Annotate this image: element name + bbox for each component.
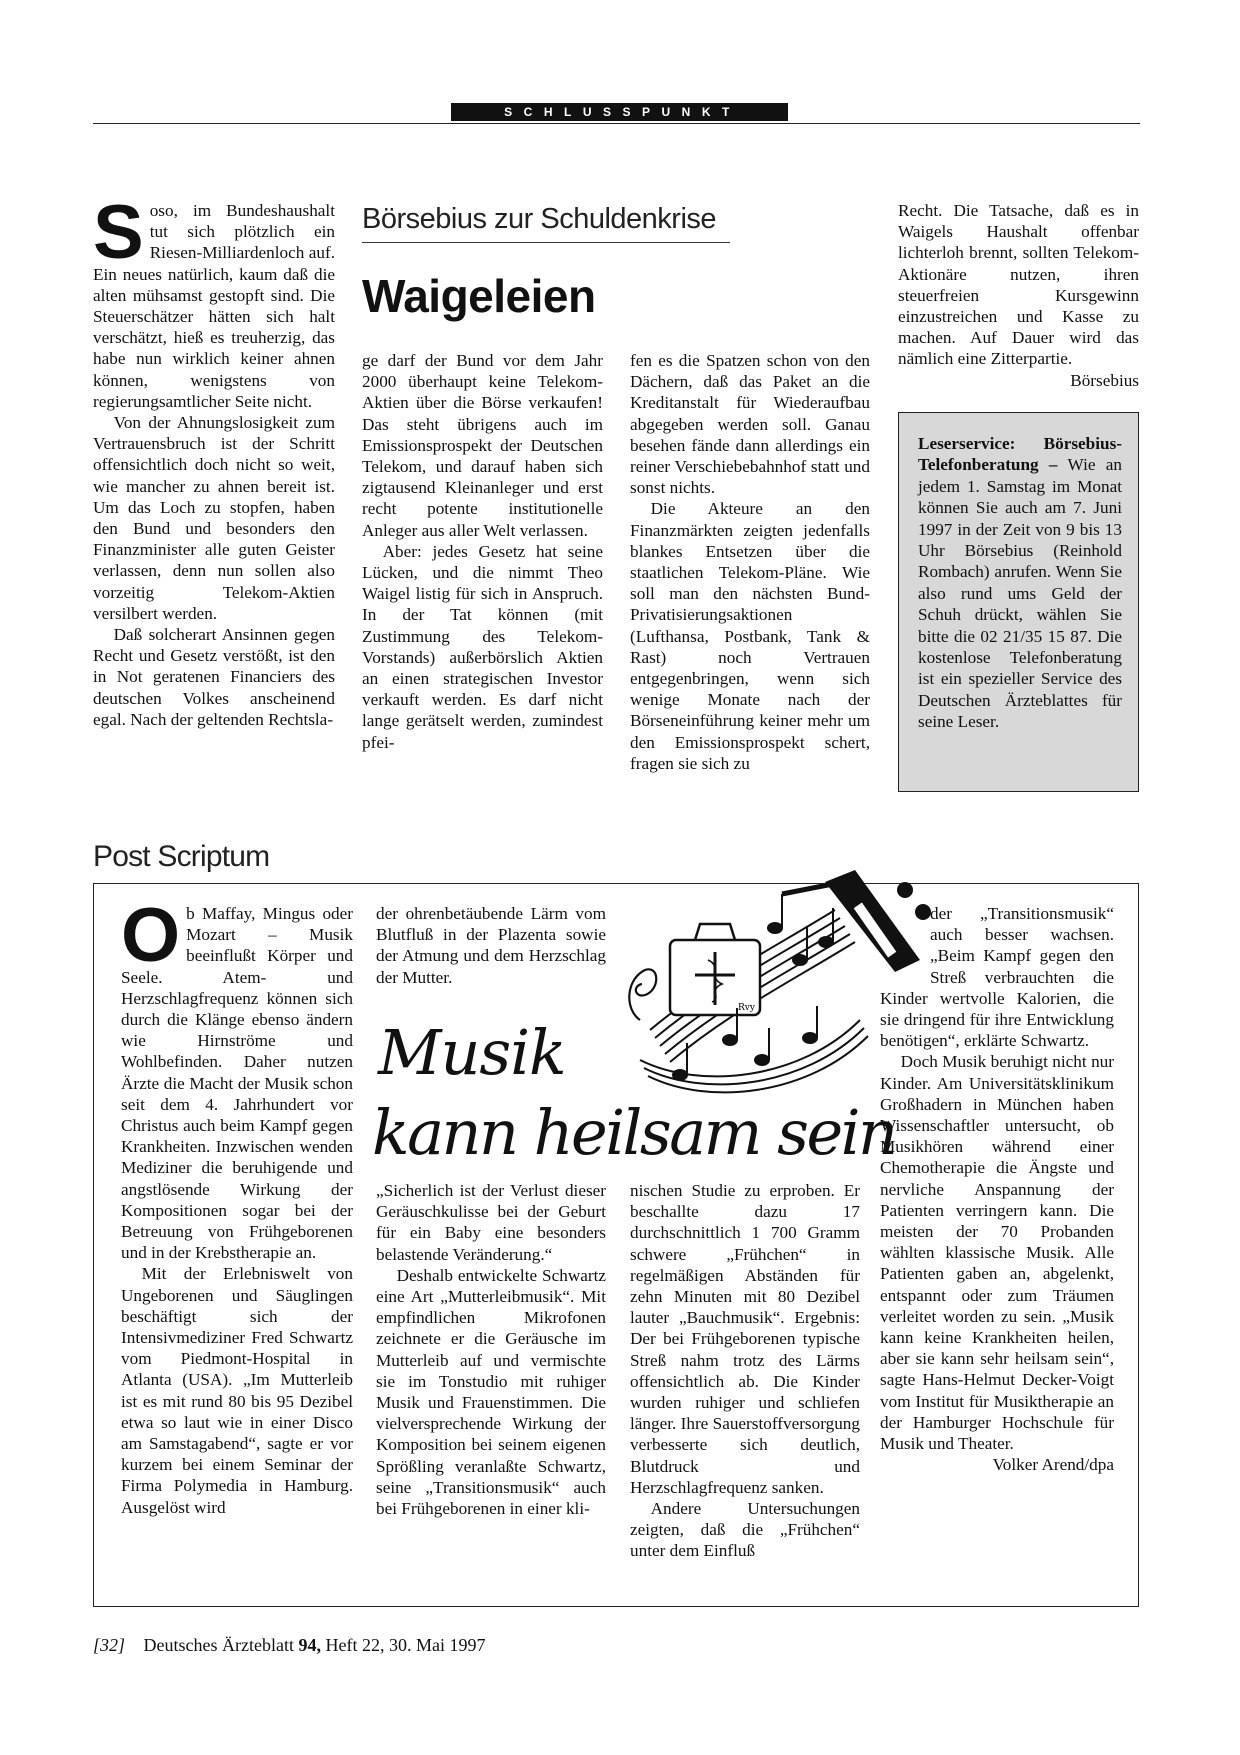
paragraph: oso, im Bundeshaushalt tut sich plötzlich ein Riesen-Milliardenloch auf. Ein neues natürlich, kaum daß die alten mühsamst gestopft sind. Die Steuerschätzer hätten sich halt verschätzt, hieß es treuherzig, das habe nun wirklich keiner ahnen können, wenigstens von regierungsamtlicher Seite nicht. [93, 201, 335, 411]
paragraph: Doch Musik beruhigt nicht nur Kinder. Am Universitätsklinikum Großhadern in München haben Wissenschaftler untersucht, ob Musikhören während einer Chemotherapie die Ängste und nervliche Anspannung der Patienten verringern kann. Die meisten der 70 Probanden wählten klassische Musik. Alle Patienten gaben an, abgelenkt, entspannt oder zum Träumen verleitet worden zu sein. „Musik kann keine Krankheiten heilen, aber sie kann sehr heilsam sein“, sagte Hans-Helmut Decker-Voigt vom Institut für Musiktherapie an der Hamburger Hochschule für Musik und Theater. [880, 1052, 1114, 1454]
article2-headline-line-1: Musik [378, 1016, 566, 1089]
signature-row [898, 370, 1139, 391]
paragraph: b Maffay, Mingus oder Mozart – Musik beeinflußt Körper und Seele. Atem- und Herzschlagfrequenz können sich durch die Klänge ebenso ändern wie Hirnströme und Wohlbefinden. Daher nutzen Ärzte die Macht der Musik schon seit dem 4. Jahrhundert vor Christus auch beim Kampf gegen Krankheiten. Inzwischen wenden Mediziner die beruhigende und angstlösende Wirkung der Kompositionen sogar bei der Betreuung von Frühgeborenen und in der Krebstherapie an. [121, 904, 353, 1263]
paragraph: ge darf der Bund vor dem Jahr 2000 überhaupt keine Telekom-Aktien über die Börse verkaufen! Das steht übrigens auch im Emissionsprospekt der Deutschen Telekom, und darauf haben sich zigtausend Kleinanleger und erst recht potente institutionelle Anleger aus aller Welt verlassen. [362, 351, 603, 540]
paragraph: Recht. Die Tatsache, daß es in Waigels Haushalt offenbar lichterloh brennt, sollten Telekom-Aktionäre nutzen, ihren steuerfreien Kursgewinn einzustreichen und Kasse zu machen. Auf Dauer wird das nämlich eine Zitterpartie. [898, 201, 1139, 369]
author-signature: Börsebius [1070, 370, 1139, 390]
medical-bag-icon [670, 924, 760, 1015]
post-scriptum-title: Post Scriptum [93, 840, 270, 873]
paragraph: fen es die Spatzen schon von den Dächern, daß das Paket an die Kreditanstalt für Wiederaufbau abgegeben werden soll. Ganau besehen fände dann allerdings ein reiner Verschiebebahnhof statt und sonst nichts. [630, 351, 870, 498]
article1-column-2 [362, 350, 603, 753]
paragraph: nischen Studie zu erproben. Er beschallte dazu 17 durchschnittlich 1 700 Gramm schwere „Frühchen“ in regelmäßigen Abständen für zehn Minuten mit 80 Dezibel lauter „Bauchmusik“. Ergebnis: Der bei Frühgeborenen typische Streß nahm trotz des Lärms offensichtlich ab. Die Kinder wurden ruhiger und schliefen länger. Ihre Sauerstoffversorgung verbesserte sich deutlich, Blutdruck und Herzschlagfrequenz sanken. [630, 1181, 860, 1497]
paragraph: Mit der Erlebniswelt von Ungeborenen und Säuglingen beschäftigt sich der Intensivmediziner Fred Schwartz vom Piedmont-Hospital in Atlanta (USA). „Im Mutterleib ist es mit rund 80 bis 95 Dezibel etwa so laut wie in einer Disco am Samstagabend“, sagte er vor kurzem bei einem Seminar der Firma Polymedia in Hamburg. Ausgelöst wird [121, 1264, 353, 1517]
article2-headline-line-2: kann heilsam sein [372, 1096, 896, 1169]
article2-column-2-top [376, 903, 606, 988]
article1-headline: Waigeleien [362, 270, 596, 322]
illustration-signature: Rvy [738, 1003, 755, 1013]
article1-column-3 [630, 350, 870, 774]
article1-column-4 [898, 200, 1139, 391]
article2-column-4 [880, 903, 1114, 1475]
journal-volume: 94, [298, 1635, 321, 1655]
service-box-body: Wie an jedem 1. Samstag im Monat können Sie auch am 7. Juni 1997 in der Zeit von 9 bis 13 Uhr Börsebius (Reinhold Rombach) anrufen. Wenn Sie also rund ums Geld der Schuh drückt, wählen Sie bitte die 02 21/35 15 87. Die kostenlose Telefonberatung ist ein spezieller Service des Deutschen Ärzteblattes für seine Leser. [918, 455, 1122, 732]
paragraph: Andere Untersuchungen zeigten, daß die „Frühchen“ unter dem Einfluß [630, 1499, 860, 1561]
journal-issue: Heft 22, 30. Mai 1997 [325, 1635, 486, 1655]
header-rule [93, 123, 1140, 124]
dropcap-o: O [121, 893, 181, 978]
page-footer [93, 1634, 485, 1656]
illustration-wrap-space [880, 903, 930, 967]
author-signature: Volker Arend/dpa [992, 1455, 1114, 1475]
service-box-title: Leserservice: Börsebius-Telefonberatung – [918, 434, 1122, 475]
paragraph: Von der Ahnungslosigkeit zum Vertrauensbruch ist der Schritt offensichtlich doch nicht so weit, wie mancher zu ahnen bereit ist. Um das Loch zu stopfen, haben den Bund und besonders den Finanzminister alle guten Geister verlassen, denn nun sollen also vorzeitig Telekom-Aktien versilbert werden. [93, 413, 335, 623]
paragraph: Deshalb entwickelte Schwartz eine Art „Mutterleibmusik“. Mit empfindlichen Mikrofonen zeichnete er die Geräusche im Mutterleib auf und vermischte sie im Tonstudio mit ruhiger Musik und Frauenstimmen. Die vielversprechende Wirkung der Komposition bei seinem eigenen Sprößling veranlaßte Schwartz, seine „Transitionsmusik“ auch bei Frühgeborenen in einer kli- [376, 1265, 606, 1519]
article1-kicker: Börsebius zur Schuldenkrise [362, 203, 730, 243]
journal-name: Deutsches Ärzteblatt [143, 1635, 294, 1655]
page-number: [32] [93, 1635, 126, 1655]
paragraph: Aber: jedes Gesetz hat seine Lücken, und die nimmt Theo Waigel listig für sich in Anspruch. In der Tat können (mit Zustimmung des Telekom-Vorstands) außerbörslich Aktien an einen strategischen Investor verkauft werden. Es darf nicht lange gerätselt werden, zumindest pfei- [362, 541, 603, 752]
article2-column-3 [630, 1180, 860, 1562]
signature-row [880, 1454, 1114, 1475]
treble-clef-icon [629, 969, 656, 1020]
article2-column-2 [376, 1180, 606, 1519]
paragraph: „Sicherlich ist der Verlust dieser Geräuschkulisse bei der Geburt für ein Baby eine besonders belastende Veränderung.“ [376, 1181, 606, 1264]
dropcap-s: S [93, 190, 144, 275]
article2-column-1 [121, 893, 353, 1518]
section-header: SCHLUSSPUNKT [451, 103, 788, 121]
paragraph: der ohrenbetäubende Lärm vom Blutfluß in der Plazenta sowie der Atmung und dem Herzschlag der Mutter. [376, 904, 606, 987]
paragraph: Daß solcherart Ansinnen gegen Recht und Gesetz verstößt, ist den in Not geratenen Financiers des deutschen Volkes anscheinend egal. Nach der geltenden Rechtsla- [93, 625, 335, 729]
article1-column-1 [93, 190, 335, 730]
paragraph: der „Transitionsmusik“ auch besser wachsen. „Beim Kampf gegen den Streß verbrauchten die Kinder wertvolle Kalorien, die sie dringend für ihre Entwicklung benötigen“, erklärte Schwartz. [880, 904, 1114, 1051]
reader-service-box [898, 412, 1139, 792]
paragraph: Die Akteure an den Finanzmärkten zeigten jedenfalls blankes Entsetzen über die staatlichen Telekom-Pläne. Wie soll man den nächsten Bund-Privatisierungsaktionen (Lufthansa, Postbank, Tank & Rast) noch Vertrauen entgegenbringen, wenn sich wenige Monate nach der Börseneinführung keiner mehr um den Emissionsprospekt schert, fragen sie sich zu [630, 499, 870, 773]
